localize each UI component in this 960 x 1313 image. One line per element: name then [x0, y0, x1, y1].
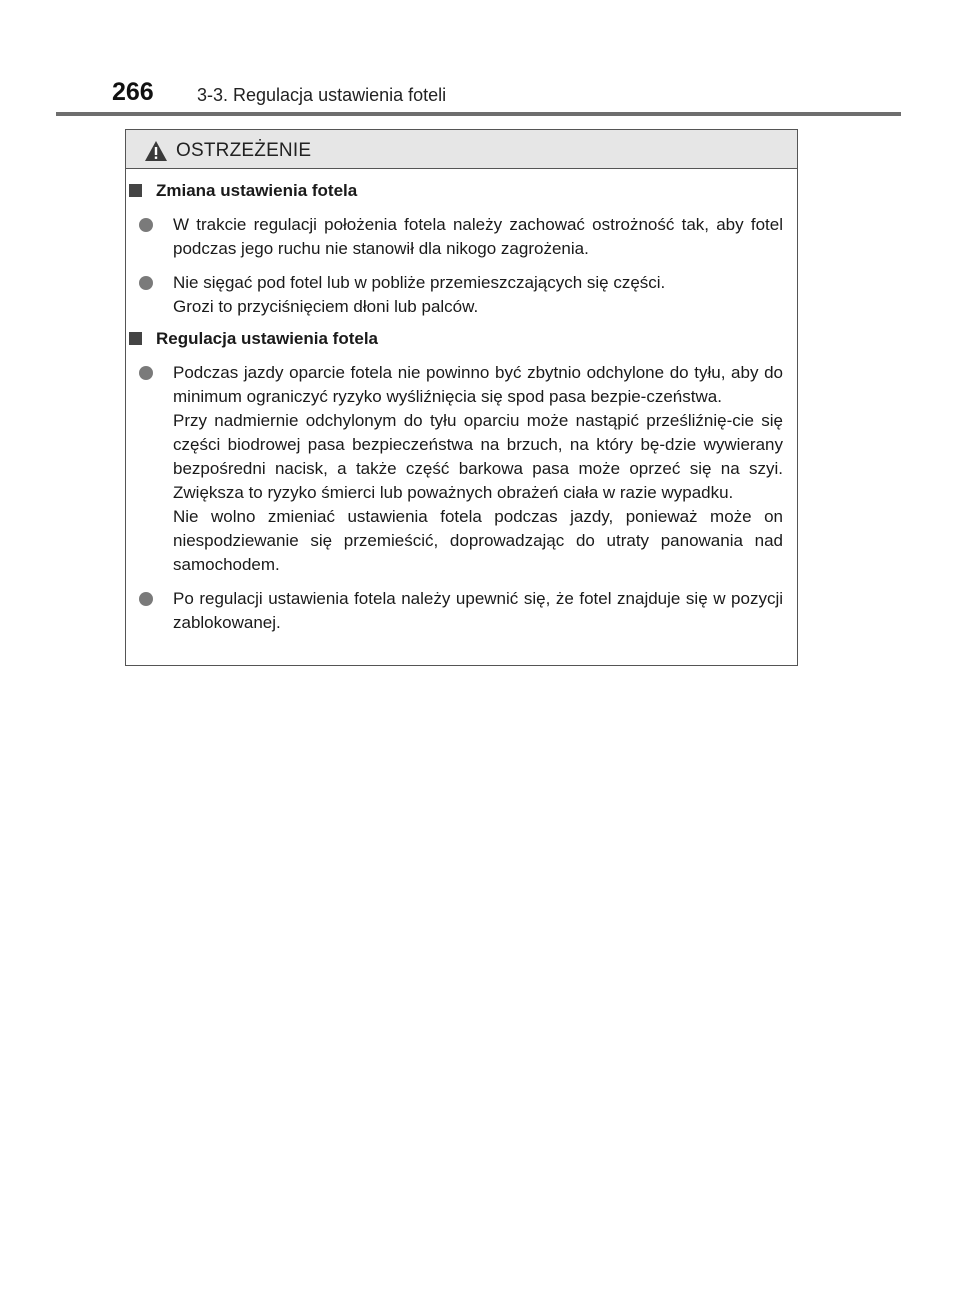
bullet-item: [173, 361, 783, 577]
round-bullet-icon: [139, 276, 153, 290]
square-bullet-icon: [129, 184, 142, 197]
bullet-text: Nie sięgać pod fotel lub w pobliże przemieszczających się części.: [173, 273, 666, 292]
warning-header: [126, 130, 797, 169]
header-rule: [56, 112, 901, 116]
round-bullet-icon: [139, 218, 153, 232]
bullet-text: Nie wolno zmieniać ustawienia fotela podczas jazdy, ponieważ może on niespodziewanie się przemieścić, doprowadzając do utraty panowania nad samochodem.: [173, 507, 783, 574]
round-bullet-icon: [139, 592, 153, 606]
warning-title: OSTRZEŻENIE: [176, 140, 312, 161]
section-heading-seat-change: [126, 179, 796, 203]
warning-box: [125, 129, 798, 666]
section-heading-seat-adjustment: [126, 327, 796, 351]
section-title: 3-3. Regulacja ustawienia foteli: [197, 85, 447, 105]
bullet-item: [173, 587, 783, 635]
warning-triangle-icon: [144, 140, 168, 162]
bullet-item: [173, 213, 783, 261]
bullet-text: Przy nadmiernie odchylonym do tyłu oparciu może nastąpić prześliźnię-cie się części biodrowej pasa bezpieczeństwa na brzuch, na który bę-dzie wywierany bezpośredni nacisk, a także część barkowa pasa może oprzeć się na szyi. Zwiększa to ryzyko śmierci lub poważnych obrażeń ciała w razie wypadku.: [173, 411, 783, 502]
bullet-text: Grozi to przyciśnięciem dłoni lub palców.: [173, 297, 479, 316]
bullet-text: W trakcie regulacji położenia fotela należy zachować ostrożność tak, aby fotel podczas jego ruchu nie stanowił dla nikogo zagrożenia.: [173, 215, 783, 258]
page-header: [0, 0, 960, 120]
section-heading-text: Regulacja ustawienia fotela: [156, 329, 379, 348]
page-number: 266: [112, 78, 154, 106]
bullet-item: [173, 271, 783, 319]
bullet-text: Po regulacji ustawienia fotela należy upewnić się, że fotel znajduje się w pozycji zablokowanej.: [173, 589, 783, 632]
warning-body: [126, 179, 796, 635]
section-heading-text: Zmiana ustawienia fotela: [156, 181, 358, 200]
bullet-text: Podczas jazdy oparcie fotela nie powinno być zbytnio odchylone do tyłu, aby do minimum ograniczyć ryzyko wyśliźnięcia się spod pasa bezpie-czeństwa.: [173, 363, 783, 406]
square-bullet-icon: [129, 332, 142, 345]
round-bullet-icon: [139, 366, 153, 380]
